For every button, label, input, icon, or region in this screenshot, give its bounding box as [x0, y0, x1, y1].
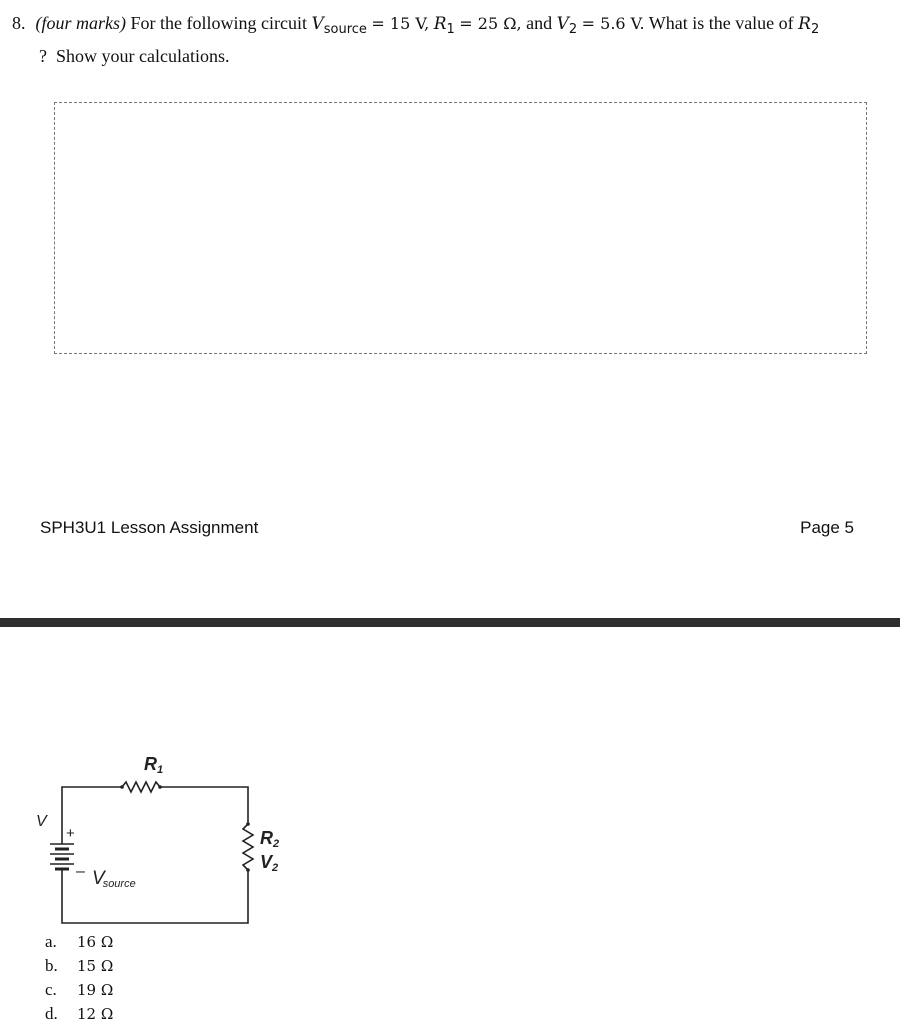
node-dot: [246, 868, 250, 872]
label-plus: +: [66, 825, 75, 842]
choice-value: 19 Ω: [77, 981, 114, 999]
vsource-value: = 15 V,: [371, 14, 430, 33]
label-v: V: [36, 813, 47, 830]
circuit-diagram: [20, 740, 280, 930]
choice-letter: b.: [45, 956, 58, 975]
and-word: and: [526, 13, 553, 33]
wire-right: [160, 787, 248, 824]
resistor-r2: [243, 824, 253, 870]
label-v2: V2: [260, 852, 279, 874]
r1-value: = 25 Ω,: [459, 14, 522, 33]
footer-course-title: SPH3U1 Lesson Assignment: [40, 518, 259, 537]
choice-letter: a.: [45, 932, 57, 951]
question-8: [12, 10, 892, 69]
choice-value: 12 Ω: [77, 1005, 114, 1023]
question-lead: For the following circuit: [130, 13, 307, 33]
question-line-1: [12, 10, 892, 43]
node-dot: [246, 822, 250, 826]
label-vsource: Vsource: [92, 868, 136, 890]
choice-b[interactable]: [45, 954, 113, 978]
question-ask: What is the value of: [648, 13, 794, 33]
answer-box[interactable]: [54, 102, 867, 354]
label-r2: R2: [260, 828, 280, 850]
question-number: 8.: [12, 13, 26, 33]
choice-d[interactable]: [45, 1002, 113, 1026]
vsource-symbol: $V_{source}$: [311, 14, 367, 37]
answer-choices: [45, 930, 113, 1026]
choice-letter: d.: [45, 1004, 58, 1023]
question-marks: (four marks): [35, 13, 126, 33]
choice-value: 16 Ω: [77, 933, 114, 951]
node-dot: [158, 785, 162, 789]
question-mark: ?: [39, 46, 47, 66]
node-dot: [120, 785, 124, 789]
resistor-r1: [122, 782, 160, 792]
v2-value: = 5.6 V.: [581, 14, 645, 33]
v2-symbol: $V_2$: [556, 14, 578, 37]
choice-c[interactable]: [45, 978, 113, 1002]
page-divider: [0, 618, 900, 627]
label-minus: –: [76, 863, 85, 880]
r2-symbol: $R_2$: [798, 14, 820, 37]
label-r1: R1: [144, 754, 164, 776]
question-instruction: Show your calculations.: [56, 46, 230, 66]
question-line-2: [12, 43, 892, 69]
wire-right-bottom: [62, 870, 248, 923]
footer-page-number: Page 5: [800, 518, 854, 537]
choice-letter: c.: [45, 980, 57, 999]
choice-value: 15 Ω: [77, 957, 114, 975]
choice-a[interactable]: [45, 930, 113, 954]
r1-symbol: $R_1$: [433, 14, 455, 37]
